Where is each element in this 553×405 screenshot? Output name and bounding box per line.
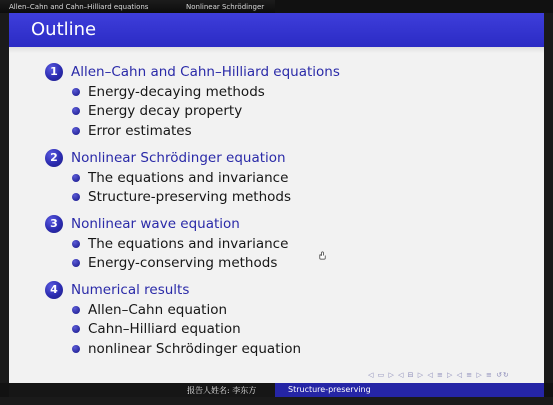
outline-subitem[interactable] (9, 169, 544, 187)
outline-subitem[interactable] (9, 235, 544, 253)
slide-title-bar (9, 13, 544, 47)
bullet-icon (72, 306, 80, 314)
slide-title: Outline (31, 19, 97, 40)
outline-subitem[interactable] (9, 301, 544, 319)
outline-subitem[interactable] (9, 122, 544, 140)
outline-subitem-text: Allen–Cahn equation (88, 301, 228, 318)
outline-subitem-text: The equations and invariance (88, 235, 289, 252)
outline-subitem-text: Cahn–Hilliard equation (88, 321, 241, 337)
outline-item-title[interactable]: Allen–Cahn and Cahn–Hilliard equations (71, 64, 340, 80)
outline-subitem[interactable] (9, 340, 544, 358)
bullet-icon (72, 259, 80, 267)
footer-bar (0, 383, 553, 397)
title-shadow (9, 47, 544, 53)
outline-subitem[interactable] (9, 320, 544, 338)
bullet-icon (72, 193, 80, 201)
footer-author: 报告人姓名: 李东方 (187, 386, 257, 395)
outline-subitem[interactable] (9, 83, 544, 101)
outline-subitem-text: Error estimates (88, 122, 192, 139)
bullet-icon (72, 107, 80, 115)
outline-item-title[interactable]: Numerical results (71, 282, 190, 298)
outline-subitem[interactable] (9, 188, 544, 206)
item-number-badge: 4 (45, 281, 63, 299)
outline-subitem-text: The equations and invariance (88, 169, 289, 186)
beamer-navigation-symbols[interactable]: ◁ ▭ ▷ ◁ ⊟ ▷ ◁ ≡ ▷ ◁ ≡ ▷ ≡ ↺↻ (368, 371, 510, 379)
outline-subitem-text: Structure-preserving methods (88, 189, 292, 205)
slide (9, 13, 544, 383)
item-number-badge: 1 (45, 63, 63, 81)
bullet-icon (72, 240, 80, 248)
outline-subitem-text: Energy decay property (88, 103, 243, 119)
nav-section-nonlinear-schrodinger[interactable]: Nonlinear Schrödinger (186, 3, 265, 11)
outline-subitem-text: Energy-conserving methods (88, 255, 278, 271)
bullet-icon (72, 174, 80, 182)
bullet-icon (72, 127, 80, 135)
outline-subitem-text: Energy-decaying methods (88, 83, 265, 100)
top-navigation-bar (0, 0, 553, 13)
bullet-icon (72, 325, 80, 333)
item-number-badge: 2 (45, 149, 63, 167)
outline-subitem-text: nonlinear Schrödinger equation (88, 340, 302, 357)
item-number-badge: 3 (45, 215, 63, 233)
outline-item-title[interactable]: Nonlinear wave equation (71, 216, 240, 232)
bullet-icon (72, 88, 80, 96)
bullet-icon (72, 345, 80, 353)
outline-subitem[interactable] (9, 254, 544, 272)
outline-subitem[interactable] (9, 102, 544, 120)
nav-section-allen-cahn[interactable]: Allen–Cahn and Cahn–Hilliard equations (9, 3, 149, 11)
mouse-cursor-icon (318, 251, 327, 260)
footer-short-title: Structure-preserving (288, 385, 371, 394)
outline-item-title[interactable]: Nonlinear Schrödinger equation (71, 150, 286, 166)
